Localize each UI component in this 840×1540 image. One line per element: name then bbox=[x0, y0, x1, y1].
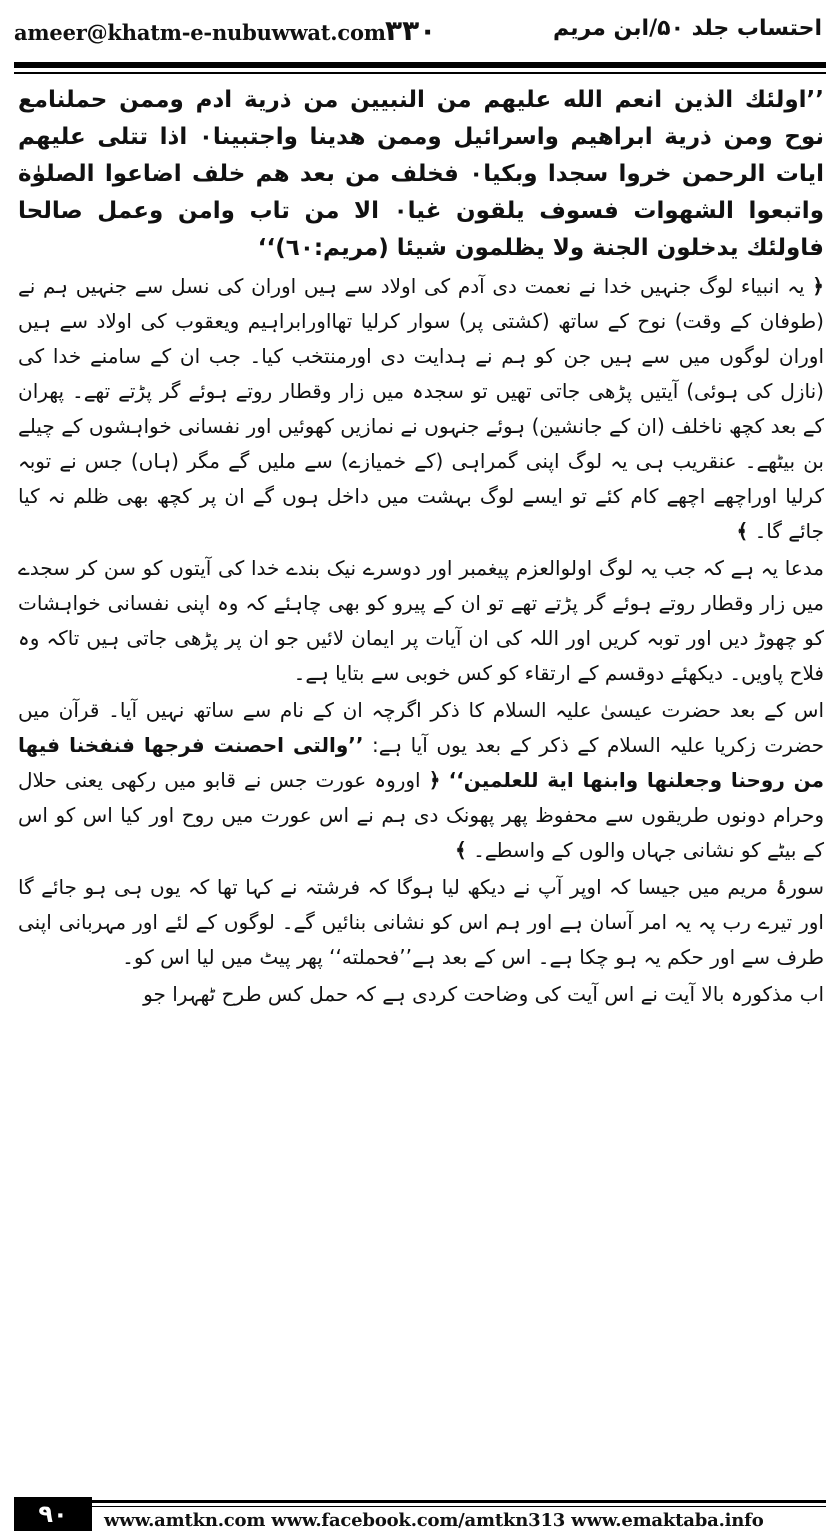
ornament-open-mark: ﴿ bbox=[428, 768, 441, 792]
page-header bbox=[0, 0, 840, 66]
footer-rule-thin bbox=[92, 1506, 826, 1507]
paragraph-4: سورۂ مریم میں جیسا کہ اوپر آپ نے دیکھ لیا ہوگا کہ فرشتہ نے کہا تھا کہ یوں ہی ہو جائے گا اور تیرے رب پہ یہ امر آسان ہے اور ہم اس کو نشانی بنائیں گے۔ لوگوں کے لئے اور مہربانی اپنی طرف سے اور حکم یہ ہو چکا ہے۔ اس کے بعد ہے’’فحملته‘‘ پھر پیٹ میں لیا اس کو۔ bbox=[18, 875, 824, 969]
footer-links[interactable]: www.amtkn.com www.facebook.com/amtkn313 www.emaktaba.info bbox=[104, 1510, 764, 1531]
header-email[interactable]: ameer@khatm-e-nubuwwat.com bbox=[14, 20, 386, 45]
paragraph-3 bbox=[18, 693, 824, 868]
page-body bbox=[18, 82, 824, 1014]
arabic-quote: ’’اولئك الذين انعم الله عليهم من النبيين من ذرية ادم وممن حملنامع نوح ومن ذرية ابراهيم واسرائيل وممن هدينا واجتبينا۰ اذا تتلی عليهم ايات الرحمن خروا سجدا وبكيا۰ فخلف من بعد هم خلف اضاعوا الصلوٰة واتبعوا الشهوات فسوف يلقون غيا۰ الا من تاب وامن وعمل صالحا فاولئك يدخلون الجنة ولا يظلمون شيئا (مريم:٦٠)‘‘ bbox=[18, 87, 824, 261]
paragraph-3-arabic: ’’والتی احصنت فرجها فنفخنا فيها من روحنا وجعلنها وابنها اية للعلمين‘‘ bbox=[18, 733, 824, 792]
paragraph-5: اب مذکورہ بالا آیت نے اس آیت کی وضاحت کردی ہے کہ حمل کس طرح ٹھہرا جو bbox=[143, 982, 824, 1006]
footer-rule-thick bbox=[92, 1500, 826, 1503]
ornament-open-mark: ﴿ bbox=[812, 274, 825, 298]
paragraph-3-translation: اوروہ عورت جس نے قابو میں رکھی یعنی حلال وحرام دونوں طریقوں سے محفوظ پھر پھونک دی ہم نے اس عورت میں روح اور کیا اس کو اس کے بیٹے کو نشانی جہاں والوں کے واسطے۔ bbox=[18, 768, 824, 862]
header-page-number: ۳۳۰ bbox=[385, 14, 437, 47]
paragraph-3-intro: اس کے بعد حضرت عیسیٰ علیہ السلام کا ذکر اگرچہ ان کے نام سے ساتھ نہیں آیا۔ قرآن میں حضرت زکریا علیہ السلام کے ذکر کے بعد یوں آیا ہے: bbox=[18, 698, 825, 757]
paragraph-2: مدعا یہ ہے کہ جب یہ لوگ اولوالعزم پیغمبر اور دوسرے نیک بندے خدا کی آیتوں کو سن کر سجدے میں زار وقطار روتے ہوئے گر پڑتے تھے تو ان کے پیرو کو بھی چاہئے کہ وہ اپنی نفسانی خواہشات کو چھوڑ دیں اور توبہ کریں اور اللہ کی ان آیات پر ایمان لائیں جو ان پر پڑھی جاتی ہیں تاکہ وہ فلاح پاویں۔ دیکھئے دوقسم کے ارتقاء کو کس خوبی سے بتایا ہے۔ bbox=[18, 556, 824, 685]
header-rule-thin bbox=[14, 72, 826, 74]
translation-paragraph bbox=[18, 269, 824, 549]
ornament-close-mark: ﴾ bbox=[454, 838, 467, 862]
header-title: احتساب جلد ۵۰/ابن مریم bbox=[553, 16, 822, 41]
header-rule-thick bbox=[14, 62, 826, 68]
ornament-close-mark: ﴾ bbox=[736, 519, 749, 543]
footer-page-number: ۹۰ bbox=[14, 1497, 92, 1531]
translation-text: یہ انبیاء لوگ جنہیں خدا نے نعمت دی آدم کی اولاد سے ہیں اوران کی نسل سے جنہیں ہم نے (طوفان کے وقت) نوح کے ساتھ (کشتی پر) سوار کرلیا تھااورابراہیم ویعقوب کی اولاد سے ہیں اوران لوگوں میں سے ہیں جن کو ہم نے ہدایت دی اورمنتخب کیا۔ جب ان کے سامنے خدا کی (نازل کی ہوئی) آیتیں پڑھی جاتی تھیں تو سجدہ میں زار وقطار روتے ہوئے گر پڑتے تھے۔ پھران کے بعد کچھ ناخلف (ان کے جانشین) ہوئے جنہوں نے نمازیں کھوئیں اور نفسانی خواہشوں کے چیلے بن بیٹھے۔ عنقریب ہی یہ لوگ اپنی گمراہی (کے خمیازے) سے ملیں گے مگر (ہاں) جس نے توبہ کرلیا اوراچھے اچھے کام کئے تو ایسے لوگ بہشت میں داخل ہوں گے ان پر کچھ بھی ظلم نہ کیا جائے گا۔ bbox=[18, 274, 824, 543]
